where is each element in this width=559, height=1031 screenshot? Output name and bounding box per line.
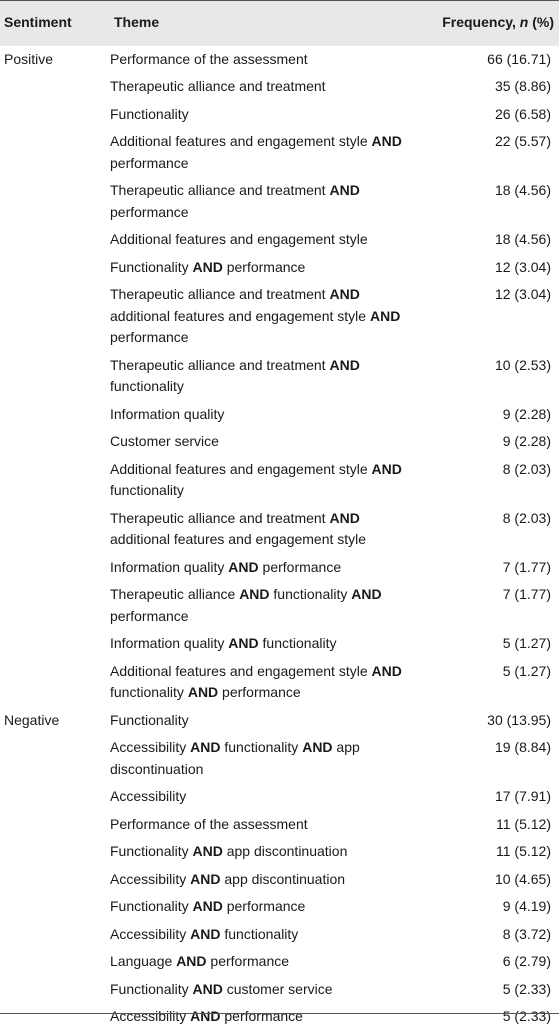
sentiment-cell: Negative [4,711,60,728]
theme-text: performance [110,329,189,345]
theme-connector: AND [192,843,223,859]
frequency-cell: 9 (4.19) [502,898,551,914]
header-frequency-suffix: (%) [528,14,554,31]
table-body [0,46,559,1031]
theme-connector: AND [371,133,402,149]
theme-connector: AND [371,662,402,679]
theme-text: functionality [269,586,352,602]
frequency-cell: 7 (1.77) [502,558,551,575]
sentiment-cell [0,401,110,429]
theme-cell [110,101,410,129]
theme-connector: AND [329,356,360,373]
theme-cell [110,581,410,630]
sentiment-cell [0,1003,110,1031]
theme-text: Information quality [110,635,229,651]
sentiment-cell [0,456,110,505]
sentiment-cell [0,783,110,811]
theme-text: Accessibility [110,788,187,804]
sentiment-cell [0,505,110,554]
theme-connector: AND [369,307,401,324]
table-row [0,893,559,921]
frequency-cell: 9 (2.28) [502,433,551,449]
table-row [0,976,559,1004]
theme-connector: AND [329,509,360,526]
theme-cell [110,281,410,352]
theme-connector: AND [329,286,360,302]
sentiment-cell [0,73,110,101]
header-frequency-n: n [519,14,529,31]
theme-text: app discontinuation [222,843,348,859]
frequency-cell: 12 (3.04) [494,258,551,275]
theme-connector: AND [192,898,223,914]
frequency-cell: 5 (1.27) [502,635,551,651]
theme-cell [110,428,410,456]
header-frequency [410,1,559,46]
sentiment-cell [0,838,110,866]
frequency-cell: 66 (16.71) [487,50,551,67]
theme-cell [110,811,410,839]
table-row [0,866,559,894]
frequency-cell: 7 (1.77) [502,586,551,602]
sentiment-cell [0,281,110,352]
theme-text: functionality [110,482,184,498]
theme-text: performance [110,203,189,220]
theme-connector: AND [190,925,221,942]
theme-connector: AND [329,182,360,198]
theme-connector: AND [192,258,223,275]
frequency-cell: 5 (1.27) [502,662,551,679]
table-row [0,401,559,429]
theme-cell [110,1003,410,1031]
header-theme: Theme [110,1,410,46]
theme-text: Additional features and engagement style [110,460,372,477]
table-row [0,46,559,74]
table-row [0,948,559,976]
table-row [0,505,559,554]
table-header [0,1,559,46]
table-row [0,554,559,582]
frequency-cell: 10 (2.53) [494,356,551,373]
sentiment-cell [0,428,110,456]
frequency-cell: 19 (8.84) [494,739,551,755]
header-sentiment: Sentiment [0,1,110,46]
sentiment-cell [0,581,110,630]
theme-text: Functionality [110,105,189,122]
theme-cell [110,352,410,401]
frequency-cell: 18 (4.56) [494,231,551,247]
frequency-cell: 8 (2.03) [502,460,551,477]
theme-connector: AND [190,739,221,755]
theme-connector: AND [190,1008,221,1024]
sentiment-cell [0,101,110,129]
table-row [0,921,559,949]
table-row [0,734,559,783]
theme-text: performance [110,607,189,624]
theme-connector: AND [302,739,333,755]
theme-cell [110,128,410,177]
theme-text: Information quality [110,405,225,422]
theme-cell [110,554,410,582]
table-row [0,707,559,735]
theme-text: Therapeutic alliance and treatment [110,182,330,198]
theme-cell [110,177,410,226]
theme-text: Functionality [110,843,193,859]
theme-text: Additional features and engagement style [110,231,368,247]
frequency-cell: 5 (2.33) [502,980,551,997]
theme-text: functionality [110,684,188,700]
sentiment-cell [0,976,110,1004]
theme-connector: AND [228,558,259,575]
theme-text: Additional features and engagement style [110,133,372,149]
table-row [0,783,559,811]
theme-connector: AND [371,460,402,477]
theme-text: functionality [110,378,184,394]
theme-cell [110,921,410,949]
frequency-cell: 10 (4.65) [494,870,551,887]
theme-text: Therapeutic alliance and treatment [110,356,330,373]
theme-connector: AND [192,980,223,997]
theme-text: Therapeutic alliance and treatment [110,286,330,302]
sentiment-cell [0,630,110,658]
theme-cell [110,226,410,254]
table-row [0,226,559,254]
table-row [0,254,559,282]
frequency-cell: 11 (5.12) [496,843,551,859]
theme-cell [110,658,410,707]
table-row [0,630,559,658]
theme-cell [110,707,410,735]
theme-connector: AND [239,586,270,602]
theme-cell [110,46,410,74]
theme-cell [110,783,410,811]
table-row [0,838,559,866]
frequency-cell: 30 (13.95) [487,711,551,728]
frequency-cell: 12 (3.04) [494,286,551,302]
table-row [0,101,559,129]
theme-text: Therapeutic alliance and treatment [110,509,330,526]
theme-text: Functionality [110,898,193,914]
theme-text: performance [220,1008,303,1024]
theme-cell [110,73,410,101]
theme-text: Functionality [110,980,193,997]
theme-cell [110,838,410,866]
sentiment-cell [0,921,110,949]
sentiment-cell [0,226,110,254]
theme-cell [110,948,410,976]
theme-cell [110,734,410,783]
theme-text: performance [222,898,306,914]
theme-text: Accessibility [110,1008,191,1024]
theme-connector: AND [228,635,259,651]
theme-connector: AND [351,586,382,602]
theme-text: functionality [258,635,337,651]
theme-text: Accessibility [110,870,191,887]
sentiment-cell [0,177,110,226]
theme-text: Accessibility [110,925,191,942]
theme-text: Language [110,953,177,969]
theme-text: Performance of the assessment [110,815,308,832]
theme-text: customer service [222,980,333,997]
table-row [0,281,559,352]
table-row [0,581,559,630]
theme-text: additional features and engagement style [110,307,370,324]
frequency-cell: 6 (2.79) [502,953,551,969]
sentiment-cell [0,948,110,976]
frequency-cell: 5 (2.33) [502,1008,551,1024]
table-row [0,811,559,839]
theme-text: Performance of the assessment [110,50,308,67]
theme-cell [110,630,410,658]
theme-text: Therapeutic alliance [110,586,240,602]
frequency-cell: 11 (5.12) [496,815,551,832]
theme-cell [110,254,410,282]
table-row [0,73,559,101]
theme-connector: AND [190,870,221,887]
theme-connector: AND [187,684,219,700]
sentiment-cell [0,554,110,582]
theme-text: performance [218,684,301,700]
theme-cell [110,893,410,921]
frequency-cell: 17 (7.91) [494,788,551,804]
theme-cell [110,976,410,1004]
theme-connector: AND [176,953,207,969]
table-row [0,128,559,177]
frequency-cell: 18 (4.56) [494,182,551,198]
table-row [0,456,559,505]
sentiment-cell [0,893,110,921]
theme-text: Additional features and engagement style [110,662,372,679]
theme-text: Therapeutic alliance and treatment [110,78,326,94]
sentiment-cell [0,811,110,839]
frequency-cell: 35 (8.86) [494,78,551,94]
theme-text: app discontinuation [220,870,346,887]
sentiment-cell [0,658,110,707]
theme-text: Functionality [110,258,193,275]
table-row [0,1003,559,1031]
sentiment-cell [0,128,110,177]
header-frequency-prefix: Frequency, [442,14,520,31]
theme-text: Accessibility [110,739,191,755]
table-bottom-rule [0,1013,559,1014]
frequency-cell: 8 (2.03) [502,509,551,526]
sentiment-cell [0,254,110,282]
table-row [0,658,559,707]
frequency-cell: 26 (6.58) [494,105,551,122]
frequency-cell: 8 (3.72) [502,925,551,942]
theme-text: performance [222,258,306,275]
theme-text: performance [258,558,342,575]
theme-cell [110,456,410,505]
theme-text: Customer service [110,433,219,449]
sentiment-cell [0,734,110,783]
theme-text: functionality [220,925,299,942]
table-row [0,428,559,456]
theme-cell [110,866,410,894]
theme-text: performance [206,953,290,969]
sentiment-cell [0,866,110,894]
frequency-cell: 9 (2.28) [502,405,551,422]
theme-text: additional features and engagement style [110,531,367,547]
theme-cell [110,401,410,429]
theme-text: app discontinuation [110,739,360,777]
sentiment-cell: Positive [4,50,54,67]
theme-text: performance [110,154,189,171]
sentiment-cell [0,352,110,401]
table-row [0,177,559,226]
theme-text: functionality [220,739,303,755]
theme-text: Functionality [110,711,189,728]
frequency-cell: 22 (5.57) [494,133,551,149]
table-row [0,352,559,401]
theme-cell [110,505,410,554]
theme-text: Information quality [110,558,229,575]
